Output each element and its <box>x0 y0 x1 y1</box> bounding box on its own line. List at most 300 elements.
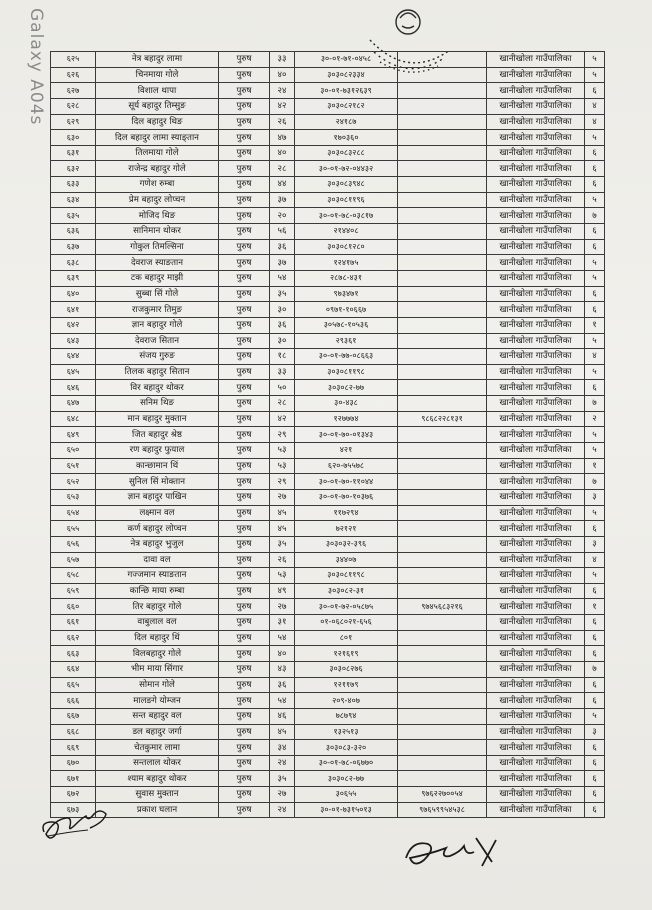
cell-gender: पुरुष <box>219 724 270 740</box>
cell-age: २६ <box>270 114 295 130</box>
cell-name: वाबुलाल वल <box>96 615 219 631</box>
cell-phone <box>398 83 487 99</box>
cell-municipality: खानीखोला गाउँपालिका <box>487 599 585 615</box>
cell-name: तिर बहादुर गोले <box>96 599 219 615</box>
cell-name: भीम माया सिंगार <box>96 661 219 677</box>
cell-sn: ६५६ <box>51 536 96 552</box>
table-row <box>51 630 605 646</box>
cell-name: सन्त बहादुर वल <box>96 708 219 724</box>
cell-citizenship-no: ३०-०१-७२-०४४३२ <box>295 161 398 177</box>
cell-municipality: खानीखोला गाउँपालिका <box>487 536 585 552</box>
cell-citizenship-no: ३०३०८३२८८ <box>295 145 398 161</box>
cell-name: राजेन्द्र बहादुर गोले <box>96 161 219 177</box>
cell-sn: ६५७ <box>51 552 96 568</box>
cell-age: ३५ <box>270 536 295 552</box>
cell-name: नेत्र बहादुर भुजुल <box>96 536 219 552</box>
cell-ward: ३ <box>585 724 605 740</box>
cell-municipality: खानीखोला गाउँपालिका <box>487 521 585 537</box>
cell-name: रण बहादुर फुयाल <box>96 443 219 459</box>
cell-municipality: खानीखोला गाउँपालिका <box>487 677 585 693</box>
table-row <box>51 364 605 380</box>
table-row <box>51 270 605 286</box>
cell-age: २७ <box>270 787 295 803</box>
cell-sn: ६४७ <box>51 396 96 412</box>
cell-citizenship-no: ३०६५५ <box>295 787 398 803</box>
cell-municipality: खानीखोला गाउँपालिका <box>487 364 585 380</box>
cell-ward: २ <box>585 411 605 427</box>
cell-gender: पुरुष <box>219 98 270 114</box>
cell-ward: ४ <box>585 349 605 365</box>
cell-phone <box>398 302 487 318</box>
cell-age: ४३ <box>270 661 295 677</box>
cell-gender: पुरुष <box>219 615 270 631</box>
cell-ward: ६ <box>585 615 605 631</box>
cell-sn: ६६८ <box>51 724 96 740</box>
cell-name: डल बहादुर जर्गा <box>96 724 219 740</box>
cell-phone <box>398 693 487 709</box>
cell-municipality: खानीखोला गाउँपालिका <box>487 646 585 662</box>
table-body <box>51 52 605 818</box>
cell-age: ३६ <box>270 239 295 255</box>
cell-ward: ६ <box>585 646 605 662</box>
cell-sn: ६५१ <box>51 458 96 474</box>
cell-citizenship-no: ३०३०८२३३४ <box>295 67 398 83</box>
cell-phone <box>398 98 487 114</box>
cell-ward: ६ <box>585 145 605 161</box>
cell-name: सोमान गोले <box>96 677 219 693</box>
cell-citizenship-no: ७८७९४ <box>295 708 398 724</box>
cell-age: २० <box>270 208 295 224</box>
table-row <box>51 536 605 552</box>
cell-ward: ५ <box>585 364 605 380</box>
cell-gender: पुरुष <box>219 333 270 349</box>
cell-municipality: खानीखोला गाउँपालिका <box>487 708 585 724</box>
cell-age: २९ <box>270 474 295 490</box>
cell-citizenship-no: ३०-०१-७८-०३८१७ <box>295 208 398 224</box>
cell-sn: ६५५ <box>51 521 96 537</box>
cell-age: ३४ <box>270 740 295 756</box>
cell-phone <box>398 536 487 552</box>
cell-municipality: खानीखोला गाउँपालिका <box>487 161 585 177</box>
cell-age: १८ <box>270 349 295 365</box>
cell-municipality: खानीखोला गाउँपालिका <box>487 458 585 474</box>
cell-gender: पुरुष <box>219 443 270 459</box>
cell-sn: ६५३ <box>51 489 96 505</box>
table-row <box>51 427 605 443</box>
cell-citizenship-no: ३०-०१-७१-०४५८ <box>295 52 398 68</box>
cell-municipality: खानीखोला गाउँपालिका <box>487 505 585 521</box>
cell-ward: ६ <box>585 302 605 318</box>
table-row <box>51 677 605 693</box>
cell-name: विलबहादुर गोले <box>96 646 219 662</box>
cell-citizenship-no: ८०१ <box>295 630 398 646</box>
cell-age: २६ <box>270 552 295 568</box>
cell-name: दावा वल <box>96 552 219 568</box>
cell-gender: पुरुष <box>219 505 270 521</box>
cell-municipality: खानीखोला गाउँपालिका <box>487 302 585 318</box>
cell-ward: ५ <box>585 67 605 83</box>
cell-age: ३६ <box>270 317 295 333</box>
cell-ward: ३ <box>585 536 605 552</box>
cell-age: ४६ <box>270 708 295 724</box>
cell-age: ३६ <box>270 677 295 693</box>
cell-ward: ६ <box>585 771 605 787</box>
cell-sn: ६५० <box>51 443 96 459</box>
cell-gender: पुरुष <box>219 380 270 396</box>
cell-name: जित बहादुर श्रेष्ठ <box>96 427 219 443</box>
cell-gender: पुरुष <box>219 568 270 584</box>
cell-phone <box>398 224 487 240</box>
cell-age: ३० <box>270 333 295 349</box>
cell-ward: ४ <box>585 114 605 130</box>
cell-ward: ६ <box>585 83 605 99</box>
cell-age: ३३ <box>270 364 295 380</box>
cell-citizenship-no: ३०३०८३-३२० <box>295 740 398 756</box>
cell-gender: पुरुष <box>219 286 270 302</box>
cell-sn: ६६४ <box>51 661 96 677</box>
cell-phone <box>398 427 487 443</box>
cell-citizenship-no: ३०३०८११९८ <box>295 568 398 584</box>
cell-municipality: खानीखोला गाउँपालिका <box>487 130 585 146</box>
cell-name: दिल बहादुर थिं <box>96 630 219 646</box>
cell-municipality: खानीखोला गाउँपालिका <box>487 615 585 631</box>
cell-phone <box>398 568 487 584</box>
cell-sn: ६३९ <box>51 270 96 286</box>
cell-gender: पुरुष <box>219 521 270 537</box>
cell-age: २८ <box>270 396 295 412</box>
cell-citizenship-no: ३०३०८२-३१ <box>295 583 398 599</box>
cell-ward: ४ <box>585 552 605 568</box>
cell-name: मान बहादुर मुक्तान <box>96 411 219 427</box>
cell-ward: ६ <box>585 677 605 693</box>
cell-sn: ६२६ <box>51 67 96 83</box>
cell-citizenship-no: २१४४०८ <box>295 224 398 240</box>
cell-phone <box>398 349 487 365</box>
cell-citizenship-no: ३०५७८-१०५३६ <box>295 317 398 333</box>
cell-citizenship-no: ३०३०८२-७७ <box>295 771 398 787</box>
cell-name: तिलक बहादुर सितान <box>96 364 219 380</box>
cell-sn: ६३४ <box>51 192 96 208</box>
cell-ward: ५ <box>585 192 605 208</box>
cell-name: गोकुल तिमल्सिना <box>96 239 219 255</box>
table-row <box>51 583 605 599</box>
cell-gender: पुरुष <box>219 458 270 474</box>
cell-gender: पुरुष <box>219 177 270 193</box>
cell-citizenship-no: १२४१७५ <box>295 255 398 271</box>
cell-municipality: खानीखोला गाउँपालिका <box>487 771 585 787</box>
cell-phone <box>398 615 487 631</box>
cell-age: ५४ <box>270 270 295 286</box>
beneficiary-table <box>50 51 605 818</box>
table-row <box>51 802 605 818</box>
table-row <box>51 443 605 459</box>
cell-age: ४५ <box>270 724 295 740</box>
cell-sn: ६४२ <box>51 317 96 333</box>
cell-phone: ९७६२२७००५४ <box>398 787 487 803</box>
cell-phone <box>398 286 487 302</box>
table-row <box>51 286 605 302</box>
cell-municipality: खानीखोला गाउँपालिका <box>487 333 585 349</box>
cell-gender: पुरुष <box>219 349 270 365</box>
cell-municipality: खानीखोला गाउँपालिका <box>487 427 585 443</box>
cell-ward: ७ <box>585 396 605 412</box>
cell-sn: ६४४ <box>51 349 96 365</box>
cell-name: दिल बहादुर लामा स्याङ्तान <box>96 130 219 146</box>
table-row <box>51 693 605 709</box>
cell-citizenship-no: ३०३०८२-७७ <box>295 380 398 396</box>
cell-citizenship-no: ३०३०८११९८ <box>295 364 398 380</box>
cell-name: चिनमाया गोले <box>96 67 219 83</box>
cell-ward: ६ <box>585 380 605 396</box>
cell-phone: ९७४५६८३२१६ <box>398 599 487 615</box>
cell-citizenship-no: १२७७७४ <box>295 411 398 427</box>
cell-citizenship-no: ३०-०१-७०-११०४४ <box>295 474 398 490</box>
cell-sn: ६३७ <box>51 239 96 255</box>
cell-municipality: खानीखोला गाउँपालिका <box>487 583 585 599</box>
cell-age: ४५ <box>270 505 295 521</box>
cell-citizenship-no: ४२१ <box>295 443 398 459</box>
cell-phone <box>398 145 487 161</box>
cell-gender: पुरुष <box>219 192 270 208</box>
cell-ward: ६ <box>585 161 605 177</box>
cell-municipality: खानीखोला गाउँपालिका <box>487 411 585 427</box>
cell-age: ४४ <box>270 177 295 193</box>
cell-name: विशाल थापा <box>96 83 219 99</box>
cell-name: मोजिद थिङ <box>96 208 219 224</box>
cell-sn: ६२५ <box>51 52 96 68</box>
cell-sn: ६४० <box>51 286 96 302</box>
cell-phone <box>398 317 487 333</box>
table-row <box>51 771 605 787</box>
cell-citizenship-no: ३०-०१-७८-०६७७० <box>295 755 398 771</box>
cell-phone <box>398 724 487 740</box>
cell-gender: पुरुष <box>219 67 270 83</box>
cell-sn: ६५४ <box>51 505 96 521</box>
cell-gender: पुरुष <box>219 83 270 99</box>
table-row <box>51 505 605 521</box>
cell-sn: ६५८ <box>51 568 96 584</box>
cell-municipality: खानीखोला गाउँपालिका <box>487 145 585 161</box>
cell-gender: पुरुष <box>219 536 270 552</box>
cell-age: २४ <box>270 83 295 99</box>
signature-left <box>38 810 118 846</box>
beneficiary-table-container <box>50 51 604 818</box>
cell-citizenship-no: ३०-०१-७७-०८६६३ <box>295 349 398 365</box>
table-row <box>51 755 605 771</box>
cell-municipality: खानीखोला गाउँपालिका <box>487 239 585 255</box>
cell-gender: पुरुष <box>219 802 270 818</box>
table-row <box>51 552 605 568</box>
cell-municipality: खानीखोला गाउँपालिका <box>487 443 585 459</box>
cell-citizenship-no: ७२१२१ <box>295 521 398 537</box>
cell-phone <box>398 52 487 68</box>
table-row <box>51 192 605 208</box>
cell-gender: पुरुष <box>219 161 270 177</box>
cell-ward: ७ <box>585 208 605 224</box>
cell-name: मालङगे योम्जन <box>96 693 219 709</box>
cell-phone <box>398 740 487 756</box>
cell-age: ४२ <box>270 411 295 427</box>
table-row <box>51 724 605 740</box>
cell-sn: ६७० <box>51 755 96 771</box>
cell-citizenship-no: ३०३०३२-३९६ <box>295 536 398 552</box>
cell-municipality: खानीखोला गाउँपालिका <box>487 802 585 818</box>
cell-sn: ६४३ <box>51 333 96 349</box>
cell-age: ३७ <box>270 255 295 271</box>
cell-age: २७ <box>270 599 295 615</box>
cell-municipality: खानीखोला गाउँपालिका <box>487 724 585 740</box>
cell-phone <box>398 161 487 177</box>
cell-ward: ६ <box>585 755 605 771</box>
cell-gender: पुरुष <box>219 208 270 224</box>
cell-phone <box>398 661 487 677</box>
cell-age: ४९ <box>270 583 295 599</box>
cell-ward: ६ <box>585 224 605 240</box>
cell-gender: पुरुष <box>219 145 270 161</box>
cell-age: ४० <box>270 646 295 662</box>
cell-gender: पुरुष <box>219 787 270 803</box>
table-row <box>51 411 605 427</box>
cell-citizenship-no: ३०-०१-७०-०१३४३ <box>295 427 398 443</box>
cell-ward: ५ <box>585 427 605 443</box>
cell-phone <box>398 646 487 662</box>
cell-municipality: खानीखोला गाउँपालिका <box>487 255 585 271</box>
cell-phone <box>398 630 487 646</box>
cell-municipality: खानीखोला गाउँपालिका <box>487 286 585 302</box>
table-row <box>51 740 605 756</box>
cell-gender: पुरुष <box>219 599 270 615</box>
cell-age: ५३ <box>270 568 295 584</box>
cell-age: २८ <box>270 161 295 177</box>
table-row <box>51 317 605 333</box>
cell-sn: ६४८ <box>51 411 96 427</box>
cell-ward: ७ <box>585 661 605 677</box>
cell-ward: ६ <box>585 583 605 599</box>
table-row <box>51 380 605 396</box>
cell-ward: ५ <box>585 708 605 724</box>
cell-age: ४७ <box>270 130 295 146</box>
cell-gender: पुरुष <box>219 489 270 505</box>
table-row <box>51 177 605 193</box>
cell-phone <box>398 67 487 83</box>
cell-age: २४ <box>270 755 295 771</box>
cell-age: ३१ <box>270 615 295 631</box>
cell-ward: ६ <box>585 177 605 193</box>
cell-municipality: खानीखोला गाउँपालिका <box>487 224 585 240</box>
cell-citizenship-no: १२१६१९ <box>295 646 398 662</box>
cell-age: ५४ <box>270 693 295 709</box>
cell-municipality: खानीखोला गाउँपालिका <box>487 177 585 193</box>
table-row <box>51 145 605 161</box>
cell-phone <box>398 677 487 693</box>
cell-ward: ५ <box>585 130 605 146</box>
cell-municipality: खानीखोला गाउँपालिका <box>487 755 585 771</box>
cell-sn: ६७२ <box>51 787 96 803</box>
cell-age: ५० <box>270 380 295 396</box>
cell-municipality: खानीखोला गाउँपालिका <box>487 270 585 286</box>
cell-phone <box>398 583 487 599</box>
cell-sn: ६६५ <box>51 677 96 693</box>
cell-age: ३० <box>270 302 295 318</box>
cell-citizenship-no: ३४४०७ <box>295 552 398 568</box>
cell-ward: ५ <box>585 443 605 459</box>
cell-name: सुनिल सिं मोक्तान <box>96 474 219 490</box>
cell-ward: ६ <box>585 239 605 255</box>
table-row <box>51 52 605 68</box>
cell-ward: ५ <box>585 270 605 286</box>
cell-sn: ६४६ <box>51 380 96 396</box>
cell-name: प्रेम बहादुर लोप्चन <box>96 192 219 208</box>
table-row <box>51 239 605 255</box>
cell-ward: ६ <box>585 740 605 756</box>
cell-sn: ६६० <box>51 599 96 615</box>
cell-citizenship-no: १३२५१३ <box>295 724 398 740</box>
cell-gender: पुरुष <box>219 646 270 662</box>
cell-phone <box>398 505 487 521</box>
table-row <box>51 349 605 365</box>
cell-citizenship-no: २०९-४०७ <box>295 693 398 709</box>
cell-age: ३५ <box>270 286 295 302</box>
cell-sn: ६२७ <box>51 83 96 99</box>
cell-sn: ६३३ <box>51 177 96 193</box>
cell-ward: ६ <box>585 802 605 818</box>
table-row <box>51 98 605 114</box>
cell-gender: पुरुष <box>219 239 270 255</box>
cell-citizenship-no: ३०-४३८ <box>295 396 398 412</box>
cell-name: कान्छामान थिं <box>96 458 219 474</box>
cell-ward: ३ <box>585 489 605 505</box>
table-row <box>51 333 605 349</box>
cell-age: २७ <box>270 489 295 505</box>
cell-ward: ६ <box>585 693 605 709</box>
cell-ward: ५ <box>585 333 605 349</box>
cell-citizenship-no: ०९७१-१०६६७ <box>295 302 398 318</box>
cell-phone <box>398 255 487 271</box>
cell-age: २९ <box>270 427 295 443</box>
table-row <box>51 255 605 271</box>
cell-name: देवराज सितान <box>96 333 219 349</box>
cell-name: सुब्बा सिं गोले <box>96 286 219 302</box>
cell-citizenship-no: ३०३०८१२८० <box>295 239 398 255</box>
table-row <box>51 161 605 177</box>
cell-name: चेतकुमार लामा <box>96 740 219 756</box>
cell-ward: ६ <box>585 787 605 803</box>
cell-municipality: खानीखोला गाउँपालिका <box>487 787 585 803</box>
cell-phone <box>398 708 487 724</box>
table-row <box>51 708 605 724</box>
cell-name: सानिमान थोकर <box>96 224 219 240</box>
cell-citizenship-no: ३०३०८२७६ <box>295 661 398 677</box>
cell-sn: ६३१ <box>51 145 96 161</box>
cell-name: कान्छि माया रुम्बा <box>96 583 219 599</box>
cell-name: सूर्य बहादुर तिम्सुङ <box>96 98 219 114</box>
cell-name: ज्ञान बहादुर गोले <box>96 317 219 333</box>
cell-sn: ६३५ <box>51 208 96 224</box>
cell-gender: पुरुष <box>219 396 270 412</box>
cell-citizenship-no: १७०३६० <box>295 130 398 146</box>
cell-name: गज्जमान स्याङतान <box>96 568 219 584</box>
cell-age: ३७ <box>270 192 295 208</box>
cell-gender: पुरुष <box>219 677 270 693</box>
cell-citizenship-no: ११७२९४ <box>295 505 398 521</box>
cell-citizenship-no: ३०३०८३९४८ <box>295 177 398 193</box>
cell-ward: ६ <box>585 286 605 302</box>
cell-citizenship-no: ३०३०८२१८२ <box>295 98 398 114</box>
cell-sn: ६२९ <box>51 114 96 130</box>
table-row <box>51 599 605 615</box>
cell-age: ४२ <box>270 98 295 114</box>
cell-gender: पुरुष <box>219 740 270 756</box>
